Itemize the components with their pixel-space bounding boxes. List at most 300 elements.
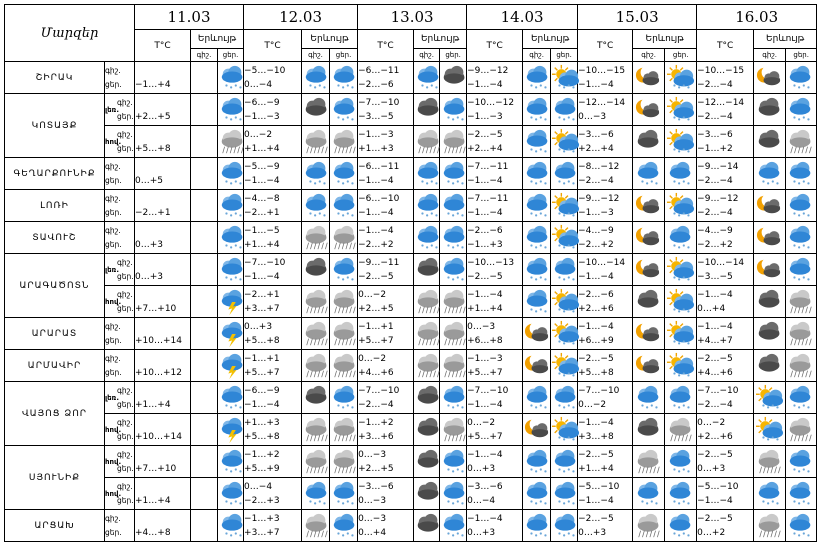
day-temp: 0…−3	[578, 111, 607, 122]
temperature-cell	[244, 286, 302, 318]
temperature-cell	[697, 510, 754, 542]
moon-cloud-icon	[634, 224, 664, 252]
snow-cloud-icon	[440, 192, 470, 220]
day-temp: 0…−3	[358, 495, 387, 506]
night-weather-cell	[414, 318, 440, 350]
night-temp: −9…−12	[697, 193, 739, 204]
night-weather-cell	[191, 414, 218, 446]
date-header: 14.03	[467, 5, 578, 30]
night-temp: 0…−3	[358, 513, 387, 524]
day-weather-cell	[330, 510, 358, 542]
night-weather-cell	[302, 222, 330, 254]
day-label: ցեր.	[117, 271, 134, 281]
night-temp	[135, 320, 190, 334]
snow-cloud-icon	[786, 64, 816, 92]
snow-cloud-icon	[786, 448, 816, 476]
day-label: ցեր.	[117, 303, 134, 313]
temperature-cell	[578, 414, 633, 446]
day-temp: −2…−4	[578, 175, 614, 186]
day-temp: +5…+8	[135, 143, 171, 154]
dark-cloud-icon	[302, 256, 332, 284]
night-weather-cell	[414, 94, 440, 126]
day-weather-cell	[330, 318, 358, 350]
temperature-cell	[697, 254, 754, 286]
day-weather-cell	[330, 478, 358, 510]
region-name: ԱՐԱՐԱՏ	[5, 318, 105, 350]
day-temp: −1…−4	[578, 271, 614, 282]
night-weather-cell	[633, 510, 665, 542]
night-weather-cell	[633, 190, 665, 222]
night-weather-cell	[754, 62, 786, 94]
day-weather-cell	[440, 254, 467, 286]
day-weather-cell	[665, 478, 697, 510]
day-label: ցեր.	[105, 367, 122, 377]
night-weather-cell	[191, 286, 218, 318]
subregion-label: լեռ.	[105, 393, 119, 402]
day-weather-cell	[218, 126, 244, 158]
temperature-cell	[467, 446, 523, 478]
day-temp: −1…−4	[697, 495, 733, 506]
day-weather-cell	[665, 350, 697, 382]
rain-cloud-icon	[330, 128, 360, 156]
night-weather-cell	[633, 222, 665, 254]
snow-cloud-icon	[330, 384, 360, 412]
dark-cloud-icon	[634, 288, 664, 316]
day-weather-cell	[786, 254, 817, 286]
region-name: ՇԻՐԱԿ	[5, 62, 105, 94]
temperature-cell	[358, 158, 414, 190]
temperature-column-header: T°C	[578, 30, 633, 62]
day-weather-cell	[440, 446, 467, 478]
day-label: ցեր.	[105, 239, 122, 249]
day-column-header: ցեր.	[665, 49, 697, 62]
night-weather-cell	[523, 222, 551, 254]
region-row	[5, 62, 817, 94]
night-weather-cell	[523, 510, 551, 542]
temperature-cell	[467, 158, 523, 190]
night-temp: −1…+1	[358, 321, 394, 332]
day-weather-cell	[330, 94, 358, 126]
night-label: գիշ.	[105, 513, 121, 523]
day-label: ցեր.	[117, 399, 134, 409]
time-of-day-labels	[105, 478, 135, 510]
temperature-cell	[358, 446, 414, 478]
day-column-header: ցեր.	[786, 49, 817, 62]
snow-cloud-icon	[786, 224, 816, 252]
day-temp: −1…−4	[578, 79, 614, 90]
snow-cloud-icon	[440, 224, 470, 252]
night-label: գիշ.	[105, 321, 121, 331]
subregion-label: հով.	[105, 489, 122, 498]
night-weather-cell	[633, 478, 665, 510]
day-weather-cell	[330, 62, 358, 94]
night-weather-cell	[302, 510, 330, 542]
night-temp	[135, 416, 190, 430]
night-weather-cell	[414, 62, 440, 94]
region-name: ԱՐԱԳԱԾՈՏՆ	[5, 254, 105, 318]
night-weather-cell	[302, 382, 330, 414]
date-header: 11.03	[135, 5, 244, 30]
temperature-cell	[467, 254, 523, 286]
night-temp	[135, 96, 190, 110]
night-weather-cell	[414, 382, 440, 414]
day-weather-cell	[665, 286, 697, 318]
night-temp: −9…−12	[467, 65, 509, 76]
snow-cloud-icon	[786, 192, 816, 220]
day-label: ցեր.	[117, 111, 134, 121]
snow-cloud-icon	[666, 224, 696, 252]
temperature-cell	[697, 286, 754, 318]
night-label: գիշ.	[117, 481, 133, 491]
night-weather-cell	[191, 382, 218, 414]
temperature-cell	[578, 318, 633, 350]
night-temp: −1…−4	[697, 321, 733, 332]
day-temp: −2…−6	[358, 79, 394, 90]
subregion-label: հով.	[105, 457, 122, 466]
night-weather-cell	[302, 158, 330, 190]
rain-cloud-icon	[440, 128, 470, 156]
day-weather-cell	[440, 158, 467, 190]
night-temp	[135, 192, 190, 206]
rain-cloud-icon	[302, 224, 332, 252]
night-temp: −7…−10	[358, 385, 400, 396]
day-weather-cell	[786, 62, 817, 94]
night-temp	[135, 128, 190, 142]
night-weather-cell	[754, 190, 786, 222]
temperature-cell	[135, 158, 191, 190]
day-column-header: ցեր.	[218, 49, 244, 62]
day-weather-cell	[551, 318, 578, 350]
day-weather-cell	[665, 158, 697, 190]
sun-cloud-snow-icon	[666, 64, 696, 92]
snow-cloud-icon	[330, 480, 360, 508]
temperature-cell	[467, 318, 523, 350]
snow-cloud-icon	[440, 512, 470, 540]
day-temp: +4…+6	[697, 367, 733, 378]
day-weather-cell	[551, 478, 578, 510]
night-temp: −7…−10	[358, 97, 400, 108]
dark-cloud-icon	[755, 352, 785, 380]
region-row	[5, 254, 817, 286]
temperature-cell	[358, 510, 414, 542]
temperature-cell	[578, 62, 633, 94]
day-temp: −2…+2	[578, 239, 614, 250]
night-weather-cell	[523, 190, 551, 222]
day-weather-cell	[665, 382, 697, 414]
night-temp: −10…−15	[697, 65, 745, 76]
night-weather-cell	[754, 414, 786, 446]
night-weather-cell	[414, 158, 440, 190]
day-weather-cell	[551, 510, 578, 542]
region-name: ԱՐՄԱՎԻՐ	[5, 350, 105, 382]
day-weather-cell	[218, 446, 244, 478]
night-weather-cell	[191, 318, 218, 350]
temperature-column-header: T°C	[697, 30, 754, 62]
night-weather-cell	[523, 158, 551, 190]
sun-cloud-snow-icon	[551, 224, 581, 252]
night-label: գիշ.	[105, 353, 121, 363]
day-temp: 0…+3	[467, 463, 496, 474]
day-weather-cell	[440, 382, 467, 414]
night-weather-cell	[633, 446, 665, 478]
day-weather-cell	[330, 126, 358, 158]
temperature-cell	[578, 510, 633, 542]
day-label: ցեր.	[105, 527, 122, 537]
region-row	[5, 190, 817, 222]
night-weather-cell	[633, 158, 665, 190]
sun-cloud-snow-icon	[666, 288, 696, 316]
temperature-cell	[697, 382, 754, 414]
temperature-cell	[135, 414, 191, 446]
night-temp	[135, 512, 190, 526]
day-temp: −1…−3	[467, 111, 503, 122]
day-temp: −1…+4	[135, 79, 171, 90]
night-temp: −3…−6	[358, 481, 394, 492]
temperature-cell	[697, 414, 754, 446]
night-label: գիշ.	[117, 417, 133, 427]
day-temp: −2…−5	[467, 271, 503, 282]
night-label: գիշ.	[117, 129, 133, 139]
time-of-day-labels	[105, 382, 135, 414]
day-weather-cell	[330, 286, 358, 318]
day-temp: 0…+4	[697, 303, 726, 314]
day-weather-cell	[218, 510, 244, 542]
night-temp: −6…−9	[244, 385, 280, 396]
night-temp: −12…−14	[578, 97, 626, 108]
night-weather-cell	[414, 510, 440, 542]
night-column-header: գիշ.	[302, 49, 330, 62]
region-row	[5, 478, 817, 510]
night-temp: 0…−2	[244, 129, 273, 140]
night-temp: −3…−6	[467, 481, 503, 492]
night-temp: 0…−2	[358, 289, 387, 300]
day-temp: +6…+9	[578, 335, 614, 346]
dark-cloud-icon	[755, 96, 785, 124]
subregion-label: հով.	[105, 425, 122, 434]
night-temp: −7…−11	[467, 161, 509, 172]
day-weather-cell	[786, 350, 817, 382]
subregion-label: լեռ.	[105, 265, 119, 274]
night-temp	[135, 384, 190, 398]
temperature-cell	[358, 222, 414, 254]
moon-cloud-icon	[523, 352, 553, 380]
day-weather-cell	[786, 382, 817, 414]
snow-cloud-icon	[666, 384, 696, 412]
snow-cloud-icon	[523, 64, 553, 92]
moon-cloud-icon	[634, 256, 664, 284]
snow-cloud-icon	[551, 160, 581, 188]
night-weather-cell	[191, 254, 218, 286]
day-temp: +3…+6	[358, 431, 394, 442]
time-of-day-labels	[105, 446, 135, 478]
night-weather-cell	[302, 62, 330, 94]
snow-cloud-icon	[330, 64, 360, 92]
night-label: գիշ.	[117, 97, 133, 107]
night-temp: −10…−12	[467, 97, 515, 108]
night-label: գիշ.	[117, 257, 133, 267]
day-temp: −1…−4	[467, 175, 503, 186]
temperature-cell	[135, 446, 191, 478]
day-temp: −2…−4	[697, 111, 733, 122]
day-temp: −2…+2	[697, 239, 733, 250]
night-temp: −9…−12	[578, 193, 620, 204]
phenomena-column-header: Երևույթ	[302, 30, 358, 49]
day-temp: −2…+2	[358, 239, 394, 250]
night-weather-cell	[754, 286, 786, 318]
rain-cloud-icon	[330, 288, 360, 316]
day-temp: +1…+4	[244, 239, 280, 250]
day-weather-cell	[665, 414, 697, 446]
night-label: գիշ.	[117, 385, 133, 395]
day-weather-cell	[218, 254, 244, 286]
day-temp: +5…+7	[467, 367, 503, 378]
dark-cloud-icon	[634, 416, 664, 444]
day-weather-cell	[551, 158, 578, 190]
night-temp: −12…−14	[697, 97, 745, 108]
night-temp: −7…−10	[578, 385, 620, 396]
day-temp: +7…+10	[135, 463, 177, 474]
dark-cloud-icon	[634, 128, 664, 156]
time-of-day-labels	[105, 158, 135, 190]
day-weather-cell	[665, 254, 697, 286]
day-weather-cell	[665, 190, 697, 222]
day-weather-cell	[786, 222, 817, 254]
day-temp: 0…−4	[467, 495, 496, 506]
night-weather-cell	[633, 382, 665, 414]
day-temp: −1…−4	[467, 207, 503, 218]
region-row	[5, 382, 817, 414]
rain-cloud-icon	[666, 416, 696, 444]
phenomena-column-header: Երևույթ	[414, 30, 467, 49]
region-name: ՏԱՎՈՒՇ	[5, 222, 105, 254]
region-row	[5, 158, 817, 190]
night-weather-cell	[754, 222, 786, 254]
temperature-cell	[578, 350, 633, 382]
day-temp: +5…+7	[244, 367, 280, 378]
time-of-day-labels	[105, 190, 135, 222]
day-weather-cell	[440, 62, 467, 94]
night-temp	[135, 480, 190, 494]
day-weather-cell	[330, 190, 358, 222]
day-temp: −1…−4	[467, 79, 503, 90]
time-of-day-labels	[105, 254, 135, 286]
night-weather-cell	[302, 350, 330, 382]
night-weather-cell	[633, 414, 665, 446]
night-weather-cell	[191, 222, 218, 254]
temperature-cell	[244, 190, 302, 222]
night-weather-cell	[414, 286, 440, 318]
temperature-cell	[244, 158, 302, 190]
night-temp: −1…−4	[697, 289, 733, 300]
regions-header: Մարզեր	[5, 5, 135, 62]
snow-cloud-icon	[551, 448, 581, 476]
rain-cloud-icon	[755, 512, 785, 540]
day-weather-cell	[665, 62, 697, 94]
rain-cloud-icon	[330, 416, 360, 444]
day-temp: +1…+4	[244, 143, 280, 154]
day-temp: +2…+6	[578, 303, 614, 314]
day-temp: +2…+5	[358, 463, 394, 474]
region-row	[5, 126, 817, 158]
region-name: ԿՈՏԱՅՔ	[5, 94, 105, 158]
day-temp: 0…+5	[135, 175, 164, 186]
snow-cloud-icon	[666, 512, 696, 540]
night-temp	[135, 256, 190, 270]
night-weather-cell	[633, 286, 665, 318]
day-temp: 0…+3	[467, 527, 496, 538]
time-of-day-labels	[105, 222, 135, 254]
night-temp: −3…−6	[578, 129, 614, 140]
night-temp: −1…−4	[467, 513, 503, 524]
temperature-cell	[467, 382, 523, 414]
day-temp: +1…+4	[578, 463, 614, 474]
moon-cloud-icon	[755, 256, 785, 284]
phenomena-column-header: Երևույթ	[191, 30, 244, 49]
temperature-cell	[358, 190, 414, 222]
night-weather-cell	[302, 94, 330, 126]
night-weather-cell	[523, 254, 551, 286]
day-temp: +6…+8	[467, 335, 503, 346]
snow-cloud-icon	[302, 192, 332, 220]
temperature-cell	[697, 94, 754, 126]
day-temp: +2…+4	[578, 143, 614, 154]
day-column-header: ցեր.	[330, 49, 358, 62]
night-weather-cell	[633, 350, 665, 382]
day-temp: −2…+3	[244, 495, 280, 506]
moon-cloud-icon	[523, 320, 553, 348]
sun-cloud-snow-icon	[666, 128, 696, 156]
temperature-cell	[244, 94, 302, 126]
moon-cloud-icon	[634, 192, 664, 220]
night-weather-cell	[414, 254, 440, 286]
dark-cloud-icon	[302, 96, 332, 124]
day-weather-cell	[218, 62, 244, 94]
night-temp: 0…−2	[467, 417, 496, 428]
day-weather-cell	[440, 126, 467, 158]
forecast-table	[4, 4, 817, 542]
day-temp: −1…−4	[467, 399, 503, 410]
day-label: ցեր.	[117, 431, 134, 441]
sun-cloud-snow-icon	[755, 384, 785, 412]
dark-cloud-icon	[302, 384, 332, 412]
time-of-day-labels	[105, 62, 135, 94]
temperature-cell	[467, 222, 523, 254]
day-weather-cell	[786, 414, 817, 446]
snow-cloud-icon	[523, 480, 553, 508]
region-name: ԼՈՌԻ	[5, 190, 105, 222]
day-label: ցեր.	[117, 143, 134, 153]
sun-cloud-snow-icon	[551, 64, 581, 92]
day-weather-cell	[665, 510, 697, 542]
region-name: ՎԱՅՈՑ ՁՈՐ	[5, 382, 105, 446]
temperature-cell	[244, 126, 302, 158]
subregion-label: հով.	[105, 137, 122, 146]
day-weather-cell	[786, 446, 817, 478]
day-label: ցեր.	[117, 495, 134, 505]
day-temp: −1…−4	[244, 399, 280, 410]
snow-cloud-icon	[440, 448, 470, 476]
night-label: գիշ.	[105, 65, 121, 75]
night-weather-cell	[414, 190, 440, 222]
rain-cloud-icon	[786, 128, 816, 156]
day-temp: +5…+8	[578, 367, 614, 378]
day-temp: +10…+14	[135, 431, 183, 442]
snow-cloud-icon	[551, 384, 581, 412]
night-weather-cell	[523, 446, 551, 478]
night-weather-cell	[523, 286, 551, 318]
night-temp: −2…−5	[578, 449, 614, 460]
temperature-cell	[244, 446, 302, 478]
